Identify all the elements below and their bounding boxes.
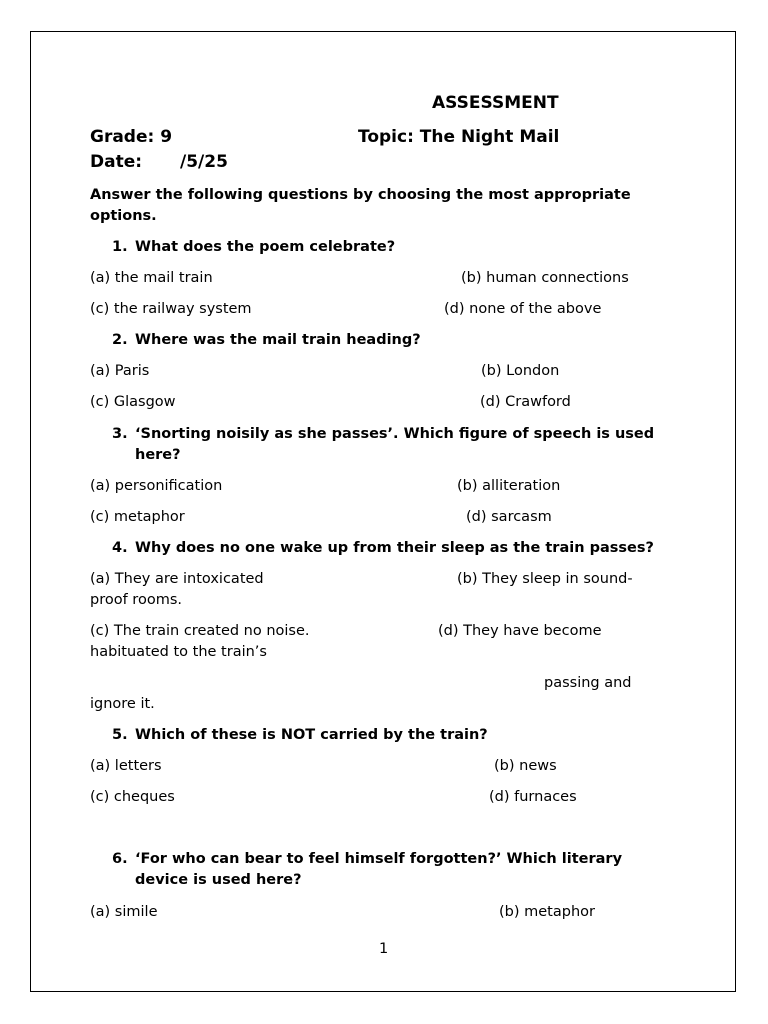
option-b: (b) London xyxy=(481,363,560,379)
option-b-line-1: (b) They sleep in sound- xyxy=(457,571,633,587)
topic-label: Topic: The Night Mail xyxy=(358,127,560,147)
question-text-line-1: ‘Snorting noisily as she passes’. Which figure of speech is used xyxy=(135,426,655,442)
option-c: (c) The train created no noise. xyxy=(90,623,310,639)
option-b: (b) metaphor xyxy=(499,904,595,920)
option-c: (c) cheques xyxy=(90,789,175,805)
option-c: (c) metaphor xyxy=(90,509,185,525)
option-a: (a) personification xyxy=(90,478,223,494)
option-b-line-2: proof rooms. xyxy=(90,592,182,608)
option-d-line-3: passing and xyxy=(544,675,632,691)
option-d-line-4: ignore it. xyxy=(90,696,155,712)
option-d: (d) furnaces xyxy=(489,789,577,805)
question-text: Why does no one wake up from their sleep as the train passes? xyxy=(135,540,654,556)
question-text: Where was the mail train heading? xyxy=(135,332,421,348)
question-number: 4. xyxy=(112,540,128,556)
option-b: (b) news xyxy=(494,758,557,774)
question-number: 5. xyxy=(112,727,128,743)
grade-label: Grade: 9 xyxy=(90,127,173,147)
instruction-line-1: Answer the following questions by choosing the most appropriate xyxy=(90,187,631,203)
option-d-line-2: habituated to the train’s xyxy=(90,644,267,660)
question-number: 3. xyxy=(112,426,128,442)
question-number: 1. xyxy=(112,239,128,255)
question-number: 2. xyxy=(112,332,128,348)
question-text-line-2: device is used here? xyxy=(135,872,302,888)
option-d-line-1: (d) They have become xyxy=(438,623,602,639)
option-c: (c) Glasgow xyxy=(90,394,176,410)
question-number: 6. xyxy=(112,851,128,867)
option-a: (a) simile xyxy=(90,904,158,920)
option-a: (a) They are intoxicated xyxy=(90,571,264,587)
option-b: (b) alliteration xyxy=(457,478,561,494)
option-a: (a) the mail train xyxy=(90,270,213,286)
option-b: (b) human connections xyxy=(461,270,629,286)
date-value: /5/25 xyxy=(180,152,228,172)
option-d: (d) none of the above xyxy=(444,301,602,317)
question-text: Which of these is NOT carried by the train? xyxy=(135,727,488,743)
option-a: (a) letters xyxy=(90,758,162,774)
option-d: (d) sarcasm xyxy=(466,509,552,525)
instruction-line-2: options. xyxy=(90,208,157,224)
option-c: (c) the railway system xyxy=(90,301,252,317)
question-text-line-1: ‘For who can bear to feel himself forgotten?’ Which literary xyxy=(135,851,623,867)
question-text-line-2: here? xyxy=(135,447,181,463)
question-text: What does the poem celebrate? xyxy=(135,239,396,255)
document-title: ASSESSMENT xyxy=(432,93,559,113)
option-a: (a) Paris xyxy=(90,363,150,379)
date-label: Date: xyxy=(90,152,143,172)
option-d: (d) Crawford xyxy=(480,394,571,410)
page-number: 1 xyxy=(379,941,389,957)
